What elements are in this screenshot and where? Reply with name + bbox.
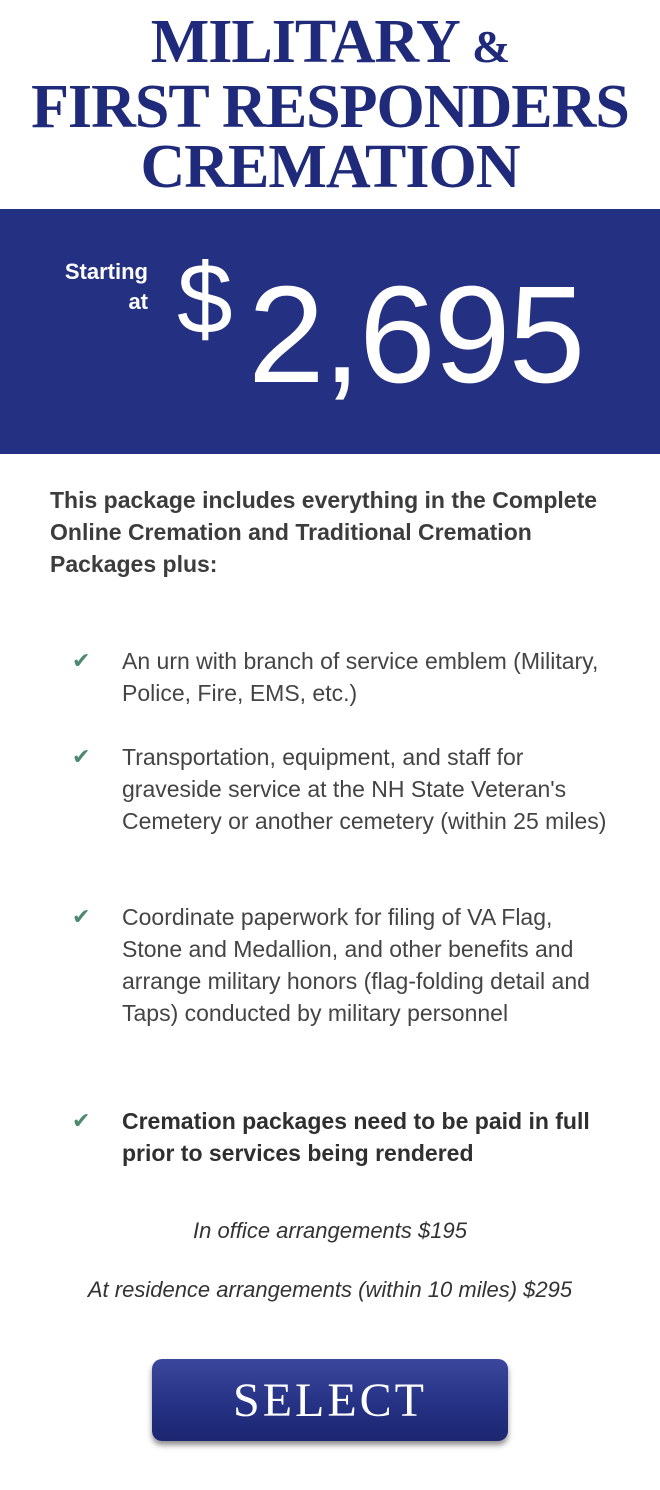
starting-label: Starting: [64, 259, 148, 284]
starting-at-label: [46, 257, 148, 317]
check-icon: ✔: [72, 1108, 91, 1133]
check-icon: ✔: [72, 744, 91, 769]
price-banner: [0, 209, 660, 454]
select-button[interactable]: SELECT: [152, 1359, 508, 1441]
currency-symbol: $: [177, 243, 233, 355]
feature-text: An urn with branch of service emblem (Military, Police, Fire, EMS, etc.): [122, 648, 599, 706]
package-intro: This package includes everything in the Complete Online Cremation and Traditional Cremation Packages plus:: [50, 487, 598, 577]
feature-text: Transportation, equipment, and staff for graveside service at the NH State Veteran's Cemetery or another cemetery (within 25 miles): [122, 744, 607, 834]
check-icon: ✔: [72, 648, 91, 673]
feature-item: [0, 741, 660, 837]
feature-item: [0, 901, 660, 1029]
check-icon: ✔: [72, 904, 91, 929]
page-title: [0, 8, 660, 201]
title-ampersand: &: [471, 21, 510, 72]
feature-text: Cremation packages need to be paid in full prior to services being rendered: [122, 1108, 590, 1166]
office-arrangements-note: In office arrangements $195: [193, 1218, 467, 1243]
feature-item: [0, 645, 660, 709]
title-line1: MILITARY: [150, 8, 458, 76]
price-amount: 2,695: [248, 258, 584, 412]
title-line3: CREMATION: [140, 133, 520, 201]
feature-item-payment-note: [0, 1105, 660, 1169]
title-line2: FIRST RESPONDERS: [31, 73, 629, 141]
at-label: at: [128, 289, 148, 314]
residence-arrangements-note: At residence arrangements (within 10 miles) $295: [87, 1277, 573, 1302]
feature-text: Coordinate paperwork for filing of VA Flag, Stone and Medallion, and other benefits and arrange military honors (flag-folding detail and Taps) conducted by military personnel: [122, 904, 590, 1026]
